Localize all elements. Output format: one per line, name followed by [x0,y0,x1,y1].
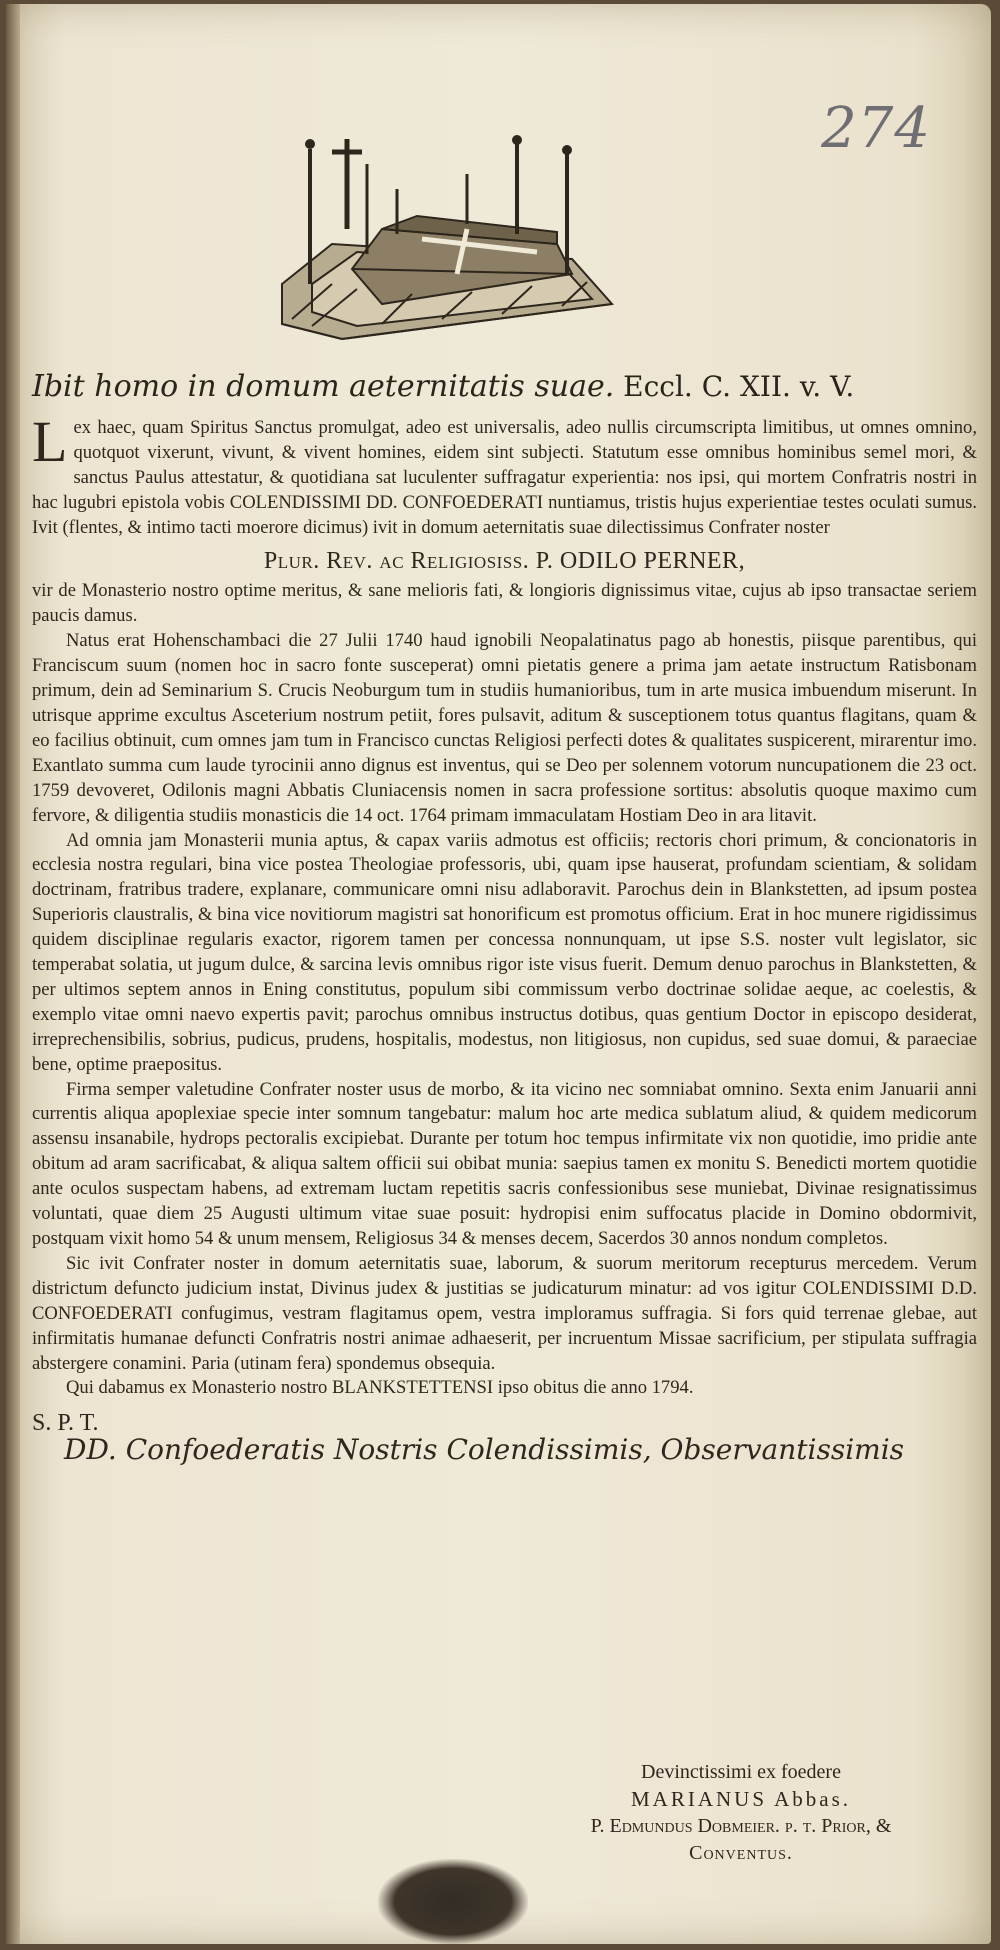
paragraph-request: Sic ivit Confrater noster in domum aeternitatis suae, laborum, & suorum meritorum recepturus mercedem. Verum districtum defuncto judicium instat, Divinus judex & justitias se judicaturum minatur: ad vos igitur COLENDISSIMI D.D. CONFOEDERATI confugimus, vestram flagitamus opem, vestra imploramus suffragia. Si fors quid terrenae glebae, aut infirmitatis humanae defuncti Confratris nostri animae adhaeserit, per incruentum Missae sacrificium, per stipulata suffragia abstergere conamini. Paria (utinam fera) spondemus obsequia. [32,1252,977,1374]
paragraph-opening [32,409,977,541]
paragraph-opening-text: ex haec, quam Spiritus Sanctus promulgat, adeo est universalis, adeo nullis circumscripta limitibus, ut omnes omnino, quotquot vixerunt, vivunt, & vivent homines, eidem sint subjecti. Statutum esse omnibus hominibus semel mori, & sanctus Paulus attestatur, & quotidiana sat luculenter suffragatur experientia: nos ipsi, qui mortem Confratris nostri in hac lugubri epistola vobis COLENDISSIMI DD. CONFOEDERATI nuntiamus, tristis hujus experientiae testes oculati sumus. Ivit (flentes, & intimo tacti moerore dicimus) ivit in domum aeternitatis suae dilectissimus Confrater noster [32,417,977,538]
folio-number: 274 [821,96,931,161]
drop-cap: L [32,409,68,474]
signature-line-1: Devinctissimi ex foedere [641,1761,841,1783]
deceased-name: Plur. Rev. ac Religiosiss. P. ODILO PERNER, [263,547,746,574]
headline-citation: Eccl. C. XII. v. V. [623,370,855,403]
signature-block [526,1759,956,1867]
letter-body [32,409,977,1467]
bier-catafalque-icon [272,134,622,349]
salutation: S. P. T. [32,1410,99,1437]
binding-edge [6,4,20,1944]
document-page [6,4,991,1944]
paragraph-biography: Natus erat Hohenschambaci die 27 Julii 1740 haud ignobili Neopalatinatus pago ab honestis, piisque parentibus, qui Franciscum suum (nomen hoc in sacro fonte susceperat) omni pietatis genere a prima jam aetate instructum Ratisbonam primum, dein ad Seminarium S. Crucis Neoburgum tum in studiis humanioribus, tum in arte musica imbuendum miserunt. In utrisque apprime excultus Asceterium nostrum petiit, fores pulsavit, aditum & susceptionem totus quantus flagitans, quam & eo facilius obtinuit, cum omnes jam tum in Francisco cunctas Religiosi perfecti dotes & qualitates suspicerent, mirarentur imo. Exantlato summa cum laude tyrocinii anno dignus est inventus, qui se Deo per solennem votorum nuncupationem die 23 oct. 1759 devoveret, Odilonis magni Abbatis Cluniacensis nomen in sacra professione sortitus: absolutis quoque maximo cum fervore, & diligentia studiis monasticis die 14 oct. 1764 primam immaculatam Hostiam Deo in ara litavit. [32,630,977,826]
headline-script: Ibit homo in domum aeternitatis suae. [32,369,615,404]
dating-line: Qui dabamus ex Monasterio nostro BLANKSTETTENSI ipso obitus die anno 1794. [66,1377,694,1399]
signature-abbot: MARIANUS Abbas. [630,1787,851,1811]
address-line: DD. Confoederatis Nostris Colendissimis, Observantissimis [64,1433,905,1467]
headline [32,369,982,404]
signature-prior: P. Edmundus Dobmeier. p. t. Prior, & [590,1815,892,1837]
paragraph-merits: vir de Monasterio nostro optime meritus, & sane melioris fati, & longioris dignissimus vitae, cujus ab ipso transactae seriem paucis damus. [32,580,977,627]
signature-convent: Conventus. [689,1842,793,1864]
paragraph-offices: Ad omnia jam Monasterii munia aptus, & capax variis admotus est officiis; rectoris chori primum, & concionatoris in ecclesia nostra regulari, bina vice postea Theologiae professoris, ubi, quam ipse hauserat, profundam scientiam, & solidam doctrinam, fratribus tradere, explanare, communicare omni nisu adlaboravit. Parochus dein in Blankstetten, ad ipsum postea Superioris claustralis, & bina vice novitiorum magistri sat honorificum est promotus officium. Erat in hoc munere rigidissimus quidem disciplinae regularis exactor, rigorem tamen per concessa nonnunquam, ut ipse S.S. noster vult legislator, sic temperabat solatia, ut jugum dulce, & sarcina levis omnibus rigor iste visus fuerit. Demum denuo parochus in Blankstetten, & per ultimos septem annos in Ening constitutus, populum sibi commissum verbo doctrinae solidae aeque, ac coelestis, & exemplo vitae omni naevo expertis pavit; parochus omnibus instructus dotibus, quas gentium Doctor in episcopo desiderat, irreprechensibilis, sobrius, pudicus, prudens, hospitalis, modestus, non litigiosus, non cupidus, sed suae domui, & paraeciae bene, optime praepositus. [32,829,977,1075]
paragraph-illness: Firma semper valetudine Confrater noster usus de morbo, & ita vicino nec somniabat omnino. Sexta enim Januarii anni currentis aliqua apoplexiae specie inter somnum tangebatur: malum hoc arte medica sublatum aliud, & quidem medicorum assensu insanabile, hydrops pectoralis excipiebat. Durante per totum hoc tempus infirmitate vix non quotidie, imo pridie ante obitum ad aram sacrificabat, & aliqua saltem officii sui obibat munia: saepius tamen ex monitu S. Benedicti mortem quotidie ante oculos suspectam habens, ad extremam luctam repetitis sacris confessionibus sese muniebat, Divinae resignatissimus voluntati, quae diem 25 Augusti ultimum vitae suae posuit: hydropisi enim suffocatus placide in Domino obdormivit, postquam vixit homo 54 & unum mensem, Religiosus 34 & menses decem, Sacerdos 30 annos nondum completos. [32,1078,977,1249]
damage-stain [378,1859,528,1944]
